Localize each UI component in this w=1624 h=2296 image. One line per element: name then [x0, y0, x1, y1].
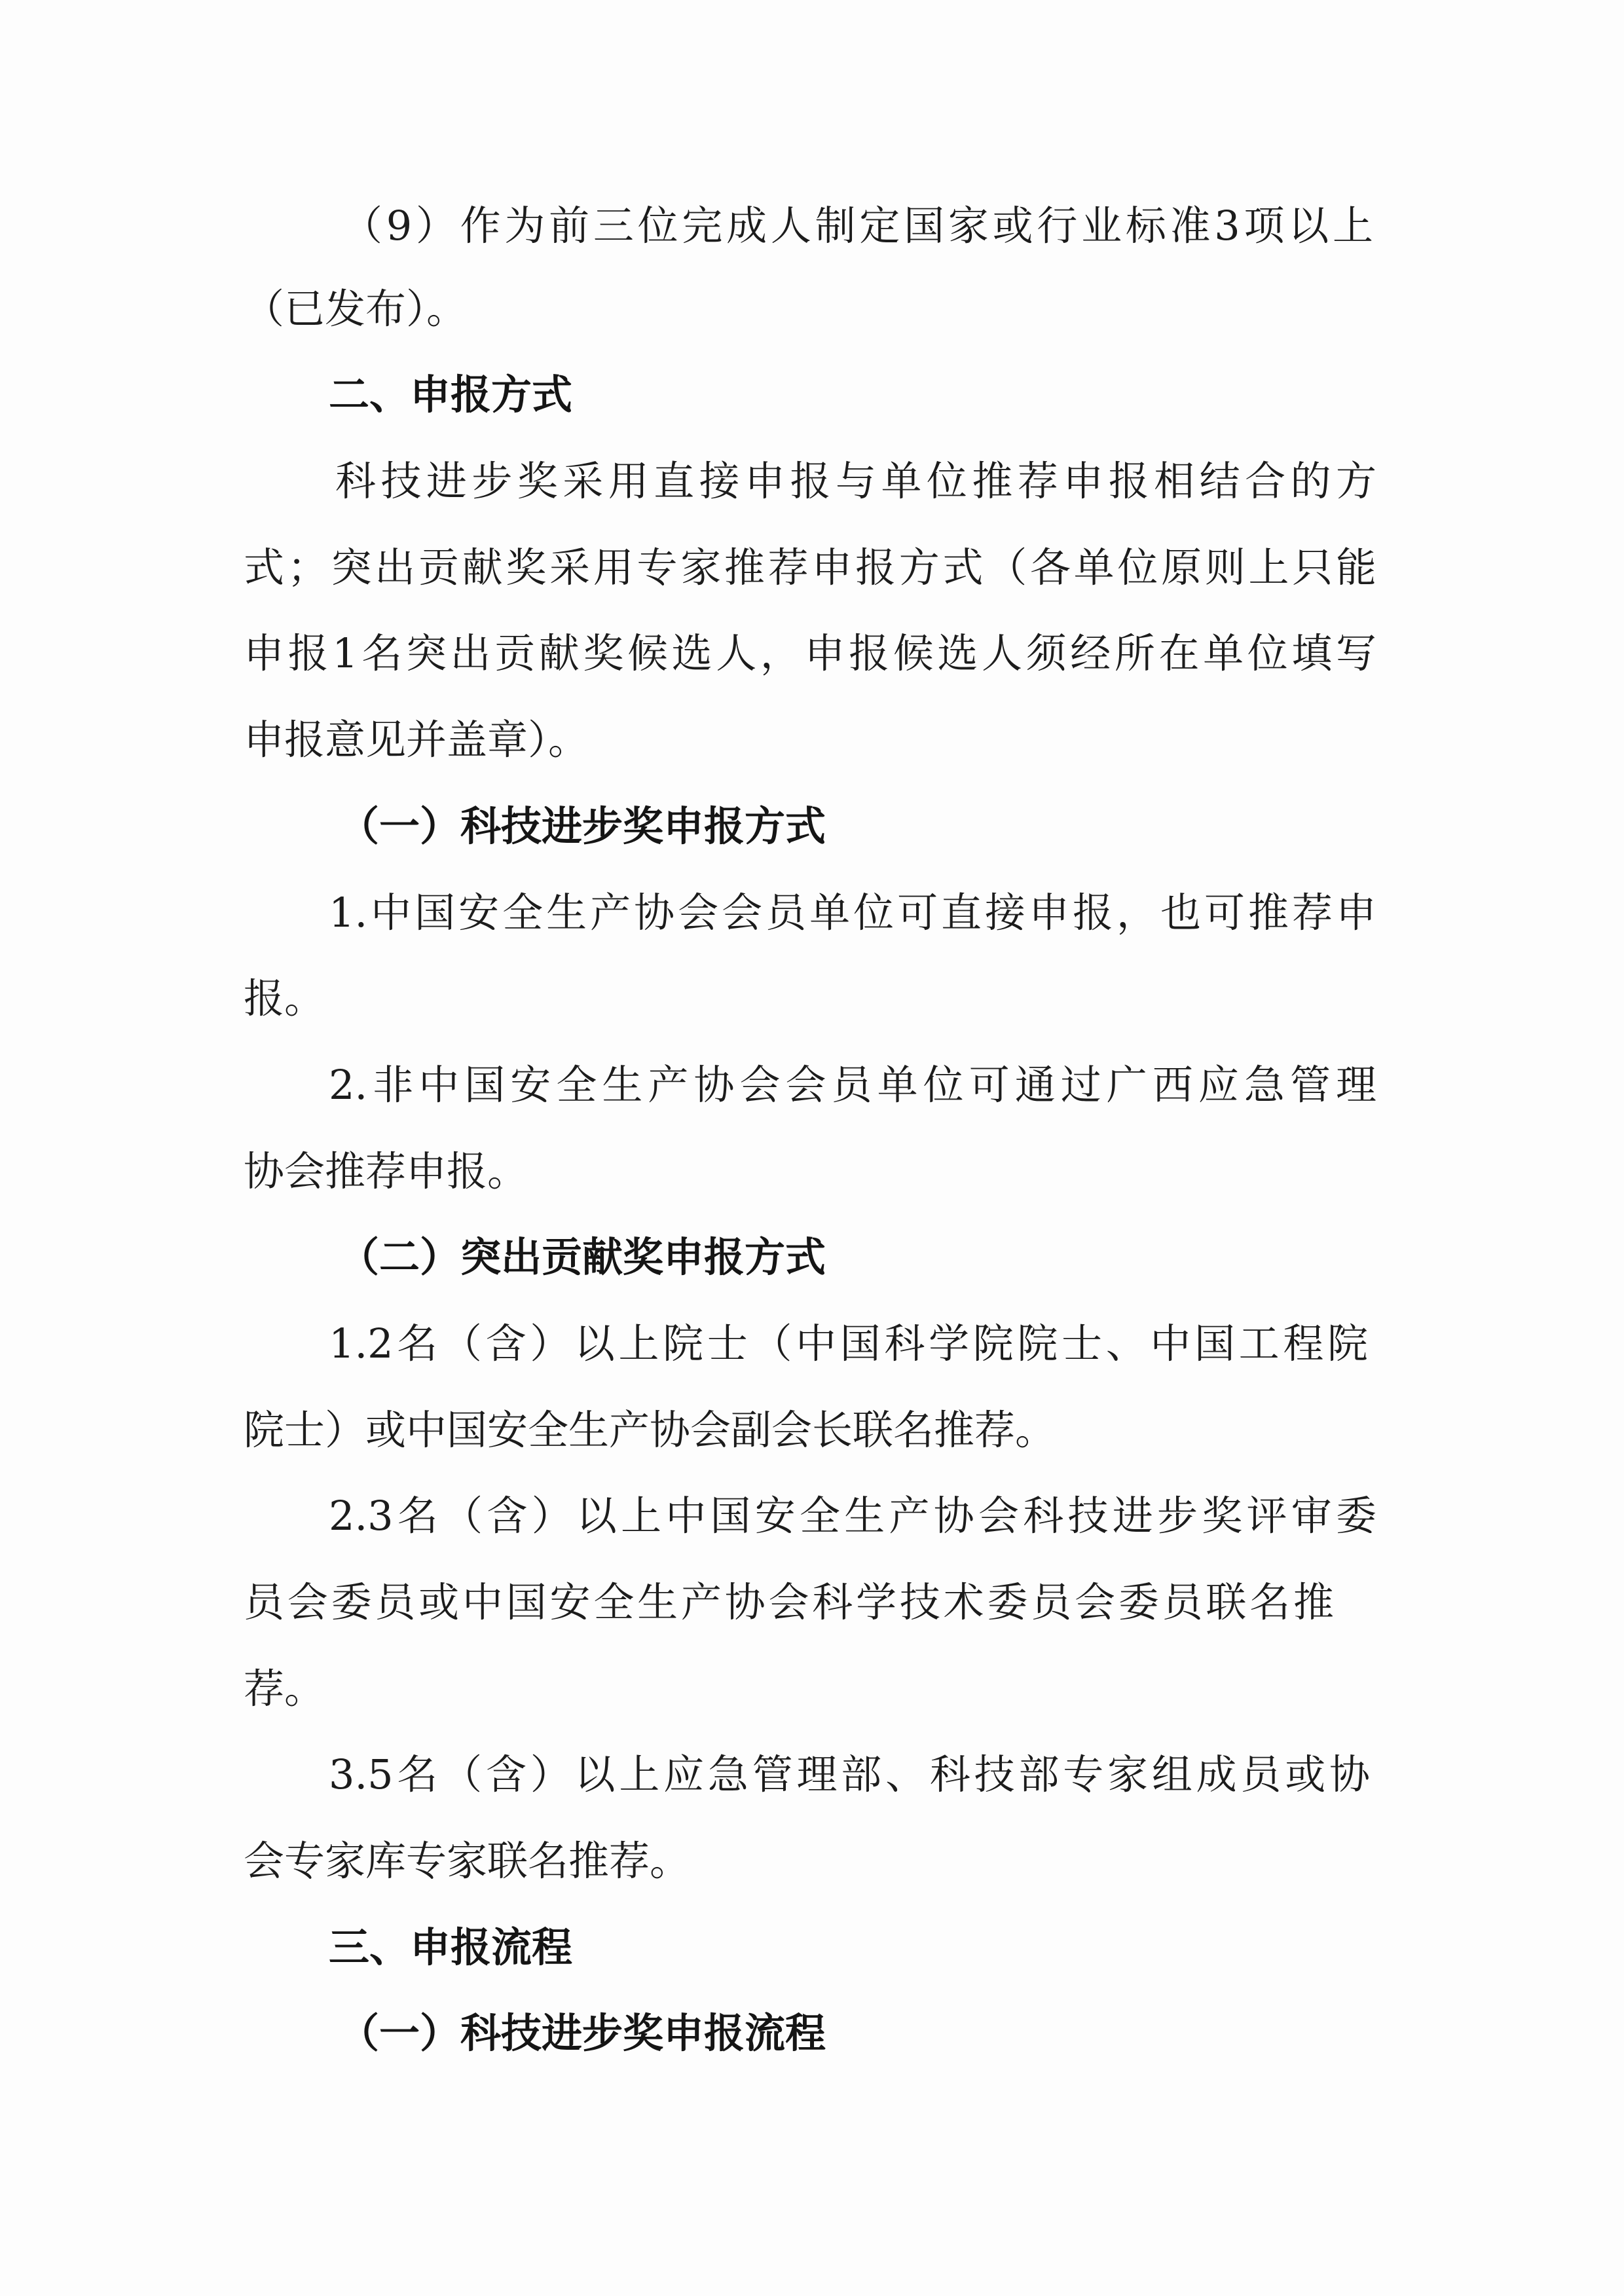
paragraph-line: 会专家库专家联名推荐。	[244, 1837, 691, 1885]
paragraph-line: 1.2名（含）以上院士（中国科学院院士、中国工程院	[329, 1320, 1368, 1367]
subsection-heading: （二）突出贡献奖申报方式	[339, 1233, 826, 1281]
paragraph-line: 科技进步奖采用直接申报与单位推荐申报相结合的方	[335, 457, 1376, 505]
paragraph-line: （已发布）。	[244, 285, 468, 333]
paragraph-line: 院士）或中国安全生产协会副会长联名推荐。	[244, 1406, 1056, 1454]
paragraph-line: 报。	[244, 974, 325, 1022]
subsection-heading: （一）科技进步奖申报流程	[339, 2009, 826, 2057]
section-heading: 二、申报方式	[329, 371, 573, 418]
paragraph-line: 荐。	[244, 1665, 325, 1713]
paragraph-line: 2.3名（含）以上中国安全生产协会科技进步奖评审委	[329, 1492, 1376, 1540]
paragraph-line: 申报意见并盖章）。	[244, 716, 589, 764]
section-heading: 三、申报流程	[329, 1923, 573, 1971]
paragraph-line: 员会委员或中国安全生产协会科学技术委员会委员联名推	[244, 1578, 1334, 1626]
paragraph-line: 申报1名突出贡献奖候选人，申报候选人须经所在单位填写	[244, 629, 1376, 677]
paragraph-line: 1.中国安全生产协会会员单位可直接申报，也可推荐申	[329, 889, 1376, 936]
subsection-heading: （一）科技进步奖申报方式	[339, 802, 826, 850]
paragraph-line: （9）作为前三位完成人制定国家或行业标准3项以上	[342, 202, 1373, 250]
paragraph-line: 3.5名（含）以上应急管理部、科技部专家组成员或协	[329, 1750, 1370, 1798]
paragraph-line: 2.非中国安全生产协会会员单位可通过广西应急管理	[329, 1061, 1376, 1109]
paragraph-line: 式；突出贡献奖采用专家推荐申报方式（各单位原则上只能	[244, 544, 1376, 591]
paragraph-line: 协会推荐申报。	[244, 1147, 528, 1195]
